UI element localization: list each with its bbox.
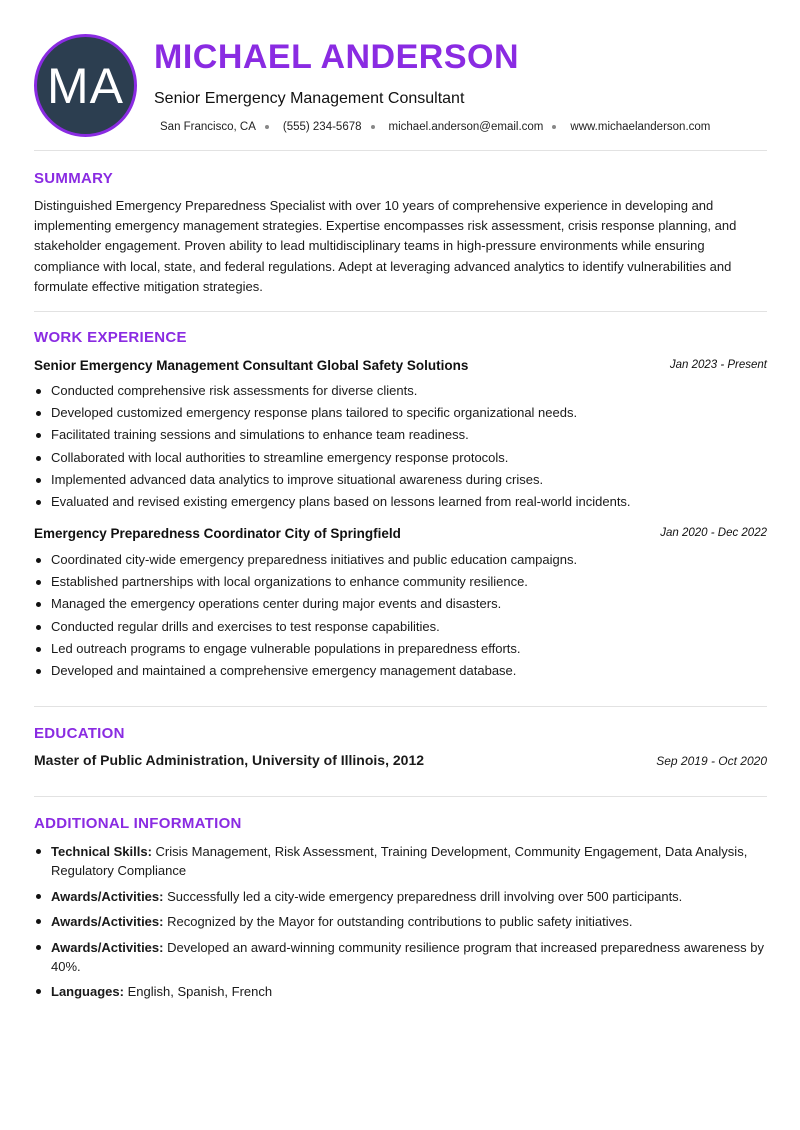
item-text: Successfully led a city-wide emergency preparedness drill involving over 500 participants. xyxy=(167,888,683,904)
contact-website[interactable]: www.michaelanderson.com xyxy=(570,121,711,133)
item-label: Languages: xyxy=(51,984,124,999)
additional-info-heading: ADDITIONAL INFORMATION xyxy=(34,815,242,832)
separator-dot xyxy=(552,125,556,129)
summary-heading: SUMMARY xyxy=(34,170,114,187)
list-item: Facilitated training sessions and simulations to enhance team readiness. xyxy=(34,426,767,444)
item-text: English, Spanish, French xyxy=(127,984,273,999)
education-heading: EDUCATION xyxy=(34,725,125,742)
list-item: Established partnerships with local organizations to enhance community resilience. xyxy=(34,573,767,591)
list-item: Evaluated and revised existing emergency plans based on lessons learned from real-world incidents. xyxy=(34,493,767,511)
item-text: Recognized by the Mayor for outstanding contributions to public safety initiatives. xyxy=(167,914,633,929)
separator-dot xyxy=(371,125,375,129)
divider xyxy=(34,706,767,707)
list-item xyxy=(34,912,767,931)
job-header xyxy=(34,526,767,546)
item-text: Crisis Management, Risk Assessment, Training Development, Community Engagement, Data Analysis, Regulatory Compliance xyxy=(51,844,748,878)
list-item: Developed customized emergency response plans tailored to specific organizational needs. xyxy=(34,404,767,422)
resume-header xyxy=(34,34,767,138)
list-item xyxy=(34,938,767,976)
candidate-name: MICHAEL ANDERSON xyxy=(154,38,520,76)
work-experience-heading: WORK EXPERIENCE xyxy=(34,329,187,346)
list-item: Collaborated with local authorities to streamline emergency response protocols. xyxy=(34,449,767,467)
job-bullets xyxy=(34,382,767,515)
item-text: Developed an award-winning community resilience program that increased preparedness awareness by 40%. xyxy=(51,939,764,974)
additional-info-list xyxy=(34,842,767,1008)
list-item xyxy=(34,842,767,880)
avatar xyxy=(34,34,137,137)
divider xyxy=(34,150,767,151)
list-item xyxy=(34,887,767,906)
item-label: Awards/Activities: xyxy=(51,888,164,904)
list-item: Managed the emergency operations center during major events and disasters. xyxy=(34,595,767,613)
contact-location: San Francisco, CA xyxy=(160,121,256,133)
contact-line xyxy=(160,121,710,133)
divider xyxy=(34,311,767,312)
item-label: Awards/Activities: xyxy=(51,914,164,929)
item-label: Awards/Activities: xyxy=(51,939,164,955)
list-item: Developed and maintained a comprehensive emergency management database. xyxy=(34,662,767,680)
avatar-initials: MA xyxy=(47,57,124,114)
job-header xyxy=(34,358,767,378)
separator-dot xyxy=(265,125,269,129)
candidate-title: Senior Emergency Management Consultant xyxy=(154,90,465,107)
contact-email[interactable]: michael.anderson@email.com xyxy=(388,121,544,133)
job-date: Jan 2020 - Dec 2022 xyxy=(660,527,767,539)
list-item: Coordinated city-wide emergency preparedness initiatives and public education campaigns. xyxy=(34,551,767,569)
list-item xyxy=(34,982,767,1001)
item-label: Technical Skills: xyxy=(51,844,152,859)
divider xyxy=(34,796,767,797)
list-item: Led outreach programs to engage vulnerable populations in preparedness efforts. xyxy=(34,640,767,658)
summary-text: Distinguished Emergency Preparedness Specialist with over 10 years of comprehensive experience in developing and implementing emergency management strategies. Expertise encompasses risk assessment, crisis response planning, and stakeholder engagement. Proven ability to lead multidisciplinary teams in high-pressure environments while ensuring compliance with local, state, and federal regulations. Adept at leveraging advanced analytics to identify vulnerabilities and formulate effective mitigation strategies. xyxy=(34,198,737,294)
job-title: Senior Emergency Management Consultant Global Safety Solutions xyxy=(34,358,469,373)
education-degree: Master of Public Administration, University of Illinois, 2012 xyxy=(34,752,425,768)
job-bullets xyxy=(34,551,767,684)
contact-phone: (555) 234-5678 xyxy=(282,121,362,133)
list-item: Conducted comprehensive risk assessments for diverse clients. xyxy=(34,382,767,400)
list-item: Implemented advanced data analytics to improve situational awareness during crises. xyxy=(34,471,767,489)
job-title: Emergency Preparedness Coordinator City of Springfield xyxy=(34,526,401,541)
education-date: Sep 2019 - Oct 2020 xyxy=(656,754,767,768)
list-item: Conducted regular drills and exercises to test response capabilities. xyxy=(34,618,767,636)
education-entry xyxy=(34,752,767,772)
job-date: Jan 2023 - Present xyxy=(669,359,767,371)
